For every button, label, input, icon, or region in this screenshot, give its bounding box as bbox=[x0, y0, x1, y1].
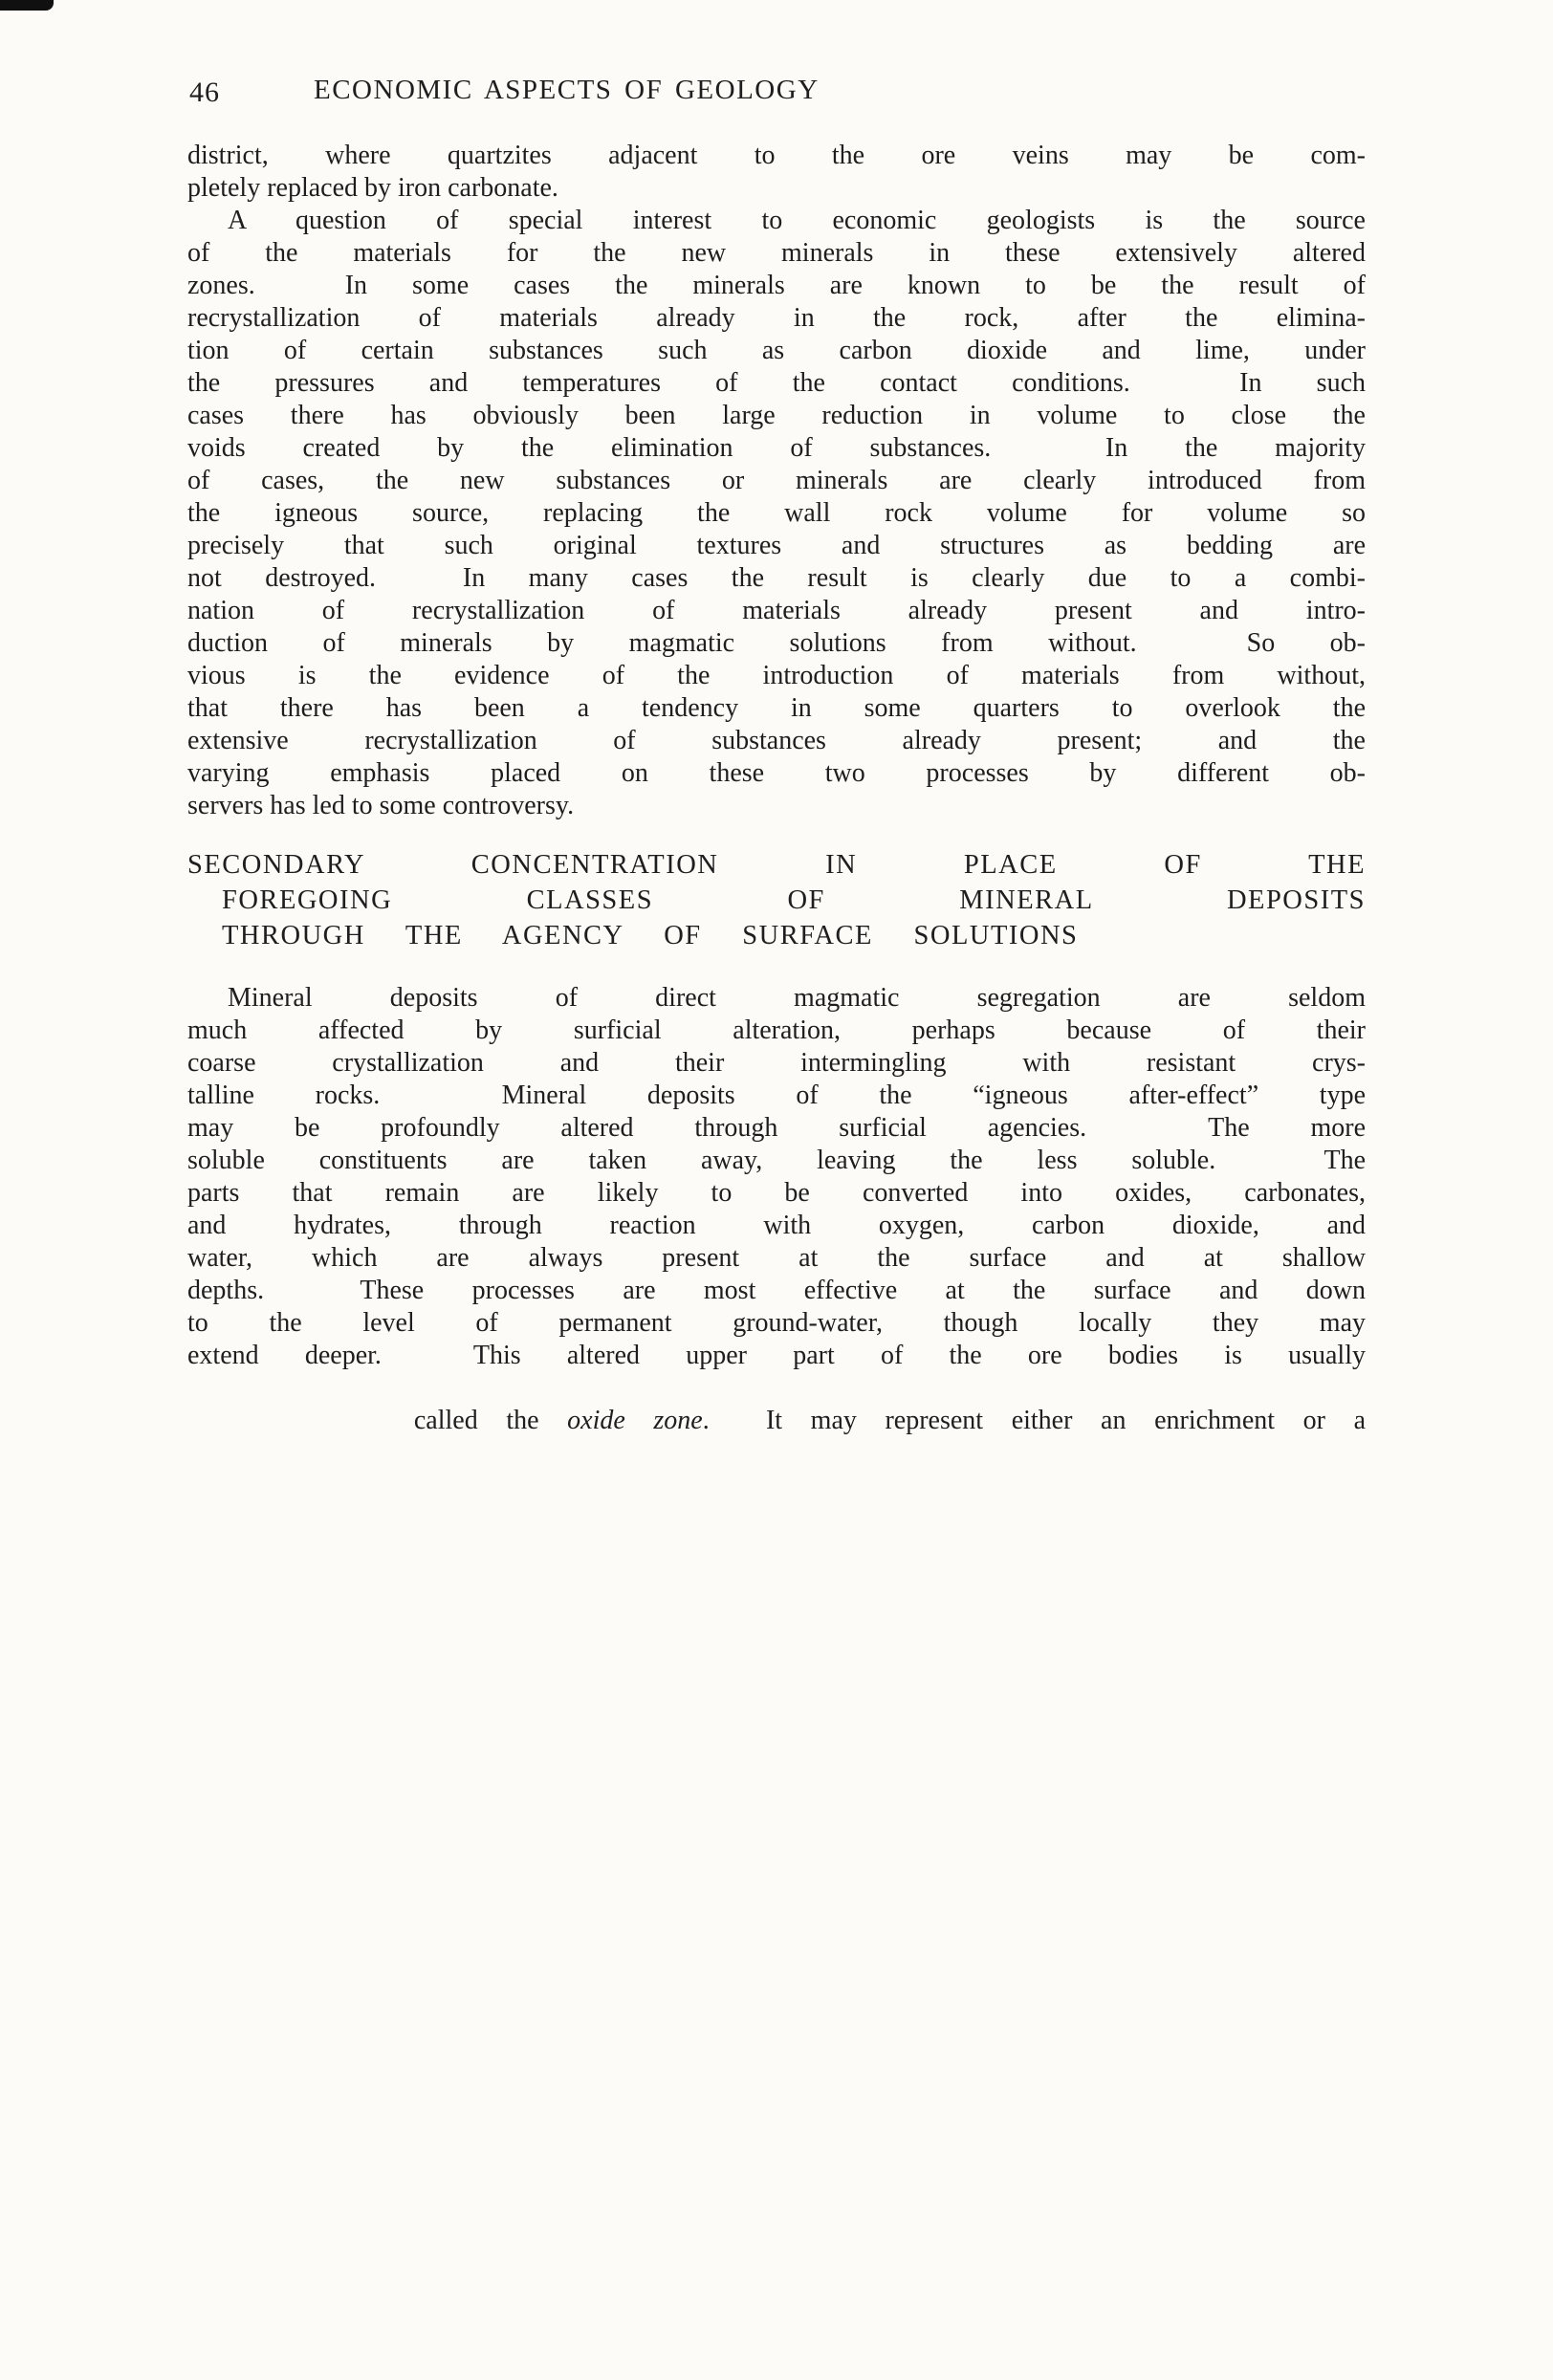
text-line: vious is the evidence of the introduction of materials from without, bbox=[187, 661, 1366, 690]
text-line: duction of minerals by magmatic solutions from without. So ob- bbox=[187, 628, 1366, 658]
section-heading-line: THROUGH THE AGENCY OF SURFACE SOLUTIONS bbox=[222, 921, 1079, 950]
text-line: that there has been a tendency in some quarters to overlook the bbox=[187, 693, 1366, 723]
text-line: much affected by surficial alteration, perhaps because of their bbox=[187, 1015, 1366, 1045]
paragraph-continuation bbox=[187, 140, 1366, 205]
text-line: soluble constituents are taken away, leaving the less soluble. The bbox=[187, 1146, 1366, 1175]
text-line: extend deeper. This altered upper part of the ore bodies is usually bbox=[187, 1341, 1366, 1370]
text-line: and hydrates, through reaction with oxygen, carbon dioxide, and bbox=[187, 1211, 1366, 1240]
text-line: pletely replaced by iron carbonate. bbox=[187, 173, 558, 203]
text-line: the igneous source, replacing the wall rock volume for volume so bbox=[187, 498, 1366, 528]
italic-term-oxide-zone: oxide zone bbox=[567, 1406, 703, 1435]
paragraph-recrystallization bbox=[187, 205, 1366, 822]
page-number: 46 bbox=[189, 76, 220, 108]
text-line: A question of special interest to economic geologists is the source bbox=[228, 206, 1366, 235]
text-line: tion of certain substances such as carbon dioxide and lime, under bbox=[187, 336, 1366, 365]
running-head: ECONOMIC ASPECTS OF GEOLOGY bbox=[314, 75, 820, 105]
page-body bbox=[187, 140, 1366, 1470]
text-line: extensive recrystallization of substances already present; and the bbox=[187, 726, 1366, 755]
text-line: of cases, the new substances or minerals are clearly introduced from bbox=[187, 466, 1366, 495]
text-line: the pressures and temperatures of the contact conditions. In such bbox=[187, 368, 1366, 398]
section-heading bbox=[187, 847, 1366, 953]
text-line: coarse crystallization and their intermingling with resistant crys- bbox=[187, 1048, 1366, 1078]
text-line: may be profoundly altered through surficial agencies. The more bbox=[187, 1113, 1366, 1143]
paragraph-secondary-concentration bbox=[187, 982, 1366, 1470]
text-segment: called the bbox=[413, 1406, 568, 1435]
text-segment: . It may represent either an enrichment or a bbox=[702, 1406, 1366, 1435]
section-heading-line: SECONDARY CONCENTRATION IN PLACE OF THE bbox=[187, 850, 1366, 880]
text-line: not destroyed. In many cases the result is clearly due to a combi- bbox=[187, 563, 1366, 593]
text-line: precisely that such original textures and structures as bedding are bbox=[187, 531, 1366, 560]
text-line: nation of recrystallization of materials already present and intro- bbox=[187, 596, 1366, 625]
text-line: of the materials for the new minerals in these extensively altered bbox=[187, 238, 1366, 268]
text-line: parts that remain are likely to be converted into oxides, carbonates, bbox=[187, 1178, 1366, 1208]
text-line: district, where quartzites adjacent to the ore veins may be com- bbox=[187, 141, 1366, 170]
text-line bbox=[187, 1372, 1366, 1470]
text-line: water, which are always present at the surface and at shallow bbox=[187, 1243, 1366, 1273]
scan-artifact bbox=[0, 0, 54, 11]
section-heading-line: FOREGOING CLASSES OF MINERAL DEPOSITS bbox=[222, 885, 1366, 915]
text-line: servers has led to some controversy. bbox=[187, 791, 575, 820]
text-line: varying emphasis placed on these two processes by different ob- bbox=[187, 758, 1366, 788]
text-line: cases there has obviously been large reduction in volume to close the bbox=[187, 401, 1366, 430]
page-header bbox=[187, 75, 1366, 111]
text-line: talline rocks. Mineral deposits of the “igneous after-effect” type bbox=[187, 1081, 1366, 1110]
text-line: voids created by the elimination of substances. In the majority bbox=[187, 433, 1366, 463]
text-line: Mineral deposits of direct magmatic segregation are seldom bbox=[228, 983, 1366, 1013]
text-line: zones. In some cases the minerals are known to be the result of bbox=[187, 271, 1366, 300]
text-line: recrystallization of materials already in the rock, after the elimina- bbox=[187, 303, 1366, 333]
text-line: depths. These processes are most effective at the surface and down bbox=[187, 1276, 1366, 1305]
text-line: to the level of permanent ground-water, though locally they may bbox=[187, 1308, 1366, 1338]
